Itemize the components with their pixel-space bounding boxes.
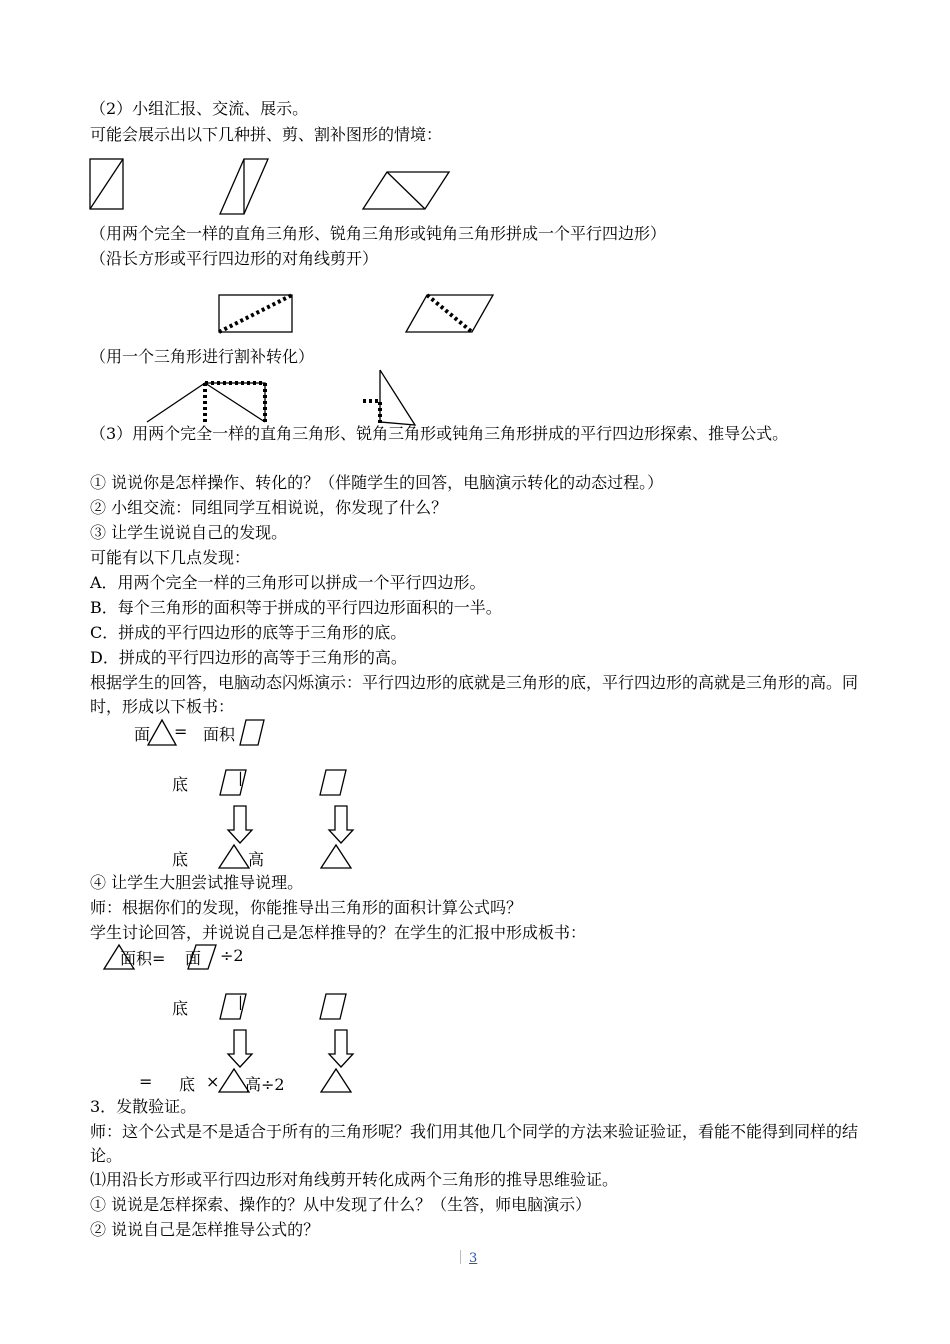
triangle-icon (321, 845, 351, 868)
board2-times: × (206, 1072, 220, 1091)
text-line: ⑴用沿长方形或平行四边形对角线剪开转化成两个三角形的推导思维验证。 (90, 1170, 619, 1189)
board2-height-label: 高÷2 (245, 1075, 285, 1094)
parallelogram-cut-figure (406, 295, 493, 332)
down-arrow-icon (228, 1030, 252, 1067)
down-arrow-icon (329, 1030, 353, 1067)
parallelogram-icon (188, 945, 216, 969)
board1-height-label: 高 (248, 850, 265, 869)
text-line: 3．发散验证。 (90, 1097, 197, 1116)
text-line: （沿长方形或平行四边形的对角线剪开） (90, 249, 379, 268)
triangle-icon (219, 1069, 249, 1092)
triangle-icon (148, 720, 176, 745)
triangle-cut-fill-figure (147, 383, 265, 422)
triangle-icon (219, 845, 249, 868)
text-line: 可能有以下几点发现： (90, 548, 251, 567)
triangle-cut-fill-figure-2 (363, 370, 415, 425)
text-line: （2）小组汇报、交流、展示。 (90, 99, 309, 118)
text-line: 师：根据你们的发现，你能推导出三角形的面积计算公式吗？ (90, 898, 523, 917)
board1-base-label-2: 底 (172, 850, 189, 869)
parallelogram-right-triangles-figure (220, 159, 268, 214)
text-line: ② 说说自己是怎样推导公式的？ (90, 1220, 320, 1239)
text-line: C．拼成的平行四边形的底等于三角形的底。 (90, 623, 407, 642)
parallelogram-icon (320, 994, 346, 1019)
board2-mark: ▏ (240, 996, 250, 1010)
rectangle-cut-figure (219, 295, 292, 332)
parallelogram-acute-triangles-figure (363, 172, 449, 209)
board2-area-label-2: 面 (185, 949, 202, 968)
parallelogram-icon (220, 770, 246, 795)
text-paragraph: （3）用两个完全一样的直角三角形、锐角三角形或钝角三角形拼成的平行四边形探索、推导公式。 (90, 424, 789, 443)
board2-equals: = (139, 1072, 153, 1091)
down-arrow-icon (329, 806, 353, 843)
page-number (460, 1250, 477, 1266)
text-line: （用一个三角形进行割补转化） (90, 347, 315, 366)
triangle-icon (104, 945, 134, 969)
board1-equals: = (174, 722, 188, 741)
text-line: ④ 让学生大胆尝试推导说理。 (90, 873, 304, 892)
text-paragraph: 根据学生的回答，电脑动态闪烁演示：平行四边形的底就是三角形的底，平行四边形的高就是三角形的高。同时，形成以下板书： (90, 673, 859, 716)
board1-base-label: 底 (172, 775, 189, 794)
text-line: A．用两个完全一样的三角形可以拼成一个平行四边形。 (90, 573, 486, 592)
triangle-icon (321, 1069, 351, 1092)
board2-divide: ÷2 (220, 946, 244, 965)
text-line: （用两个完全一样的直角三角形、锐角三角形或钝角三角形拼成一个平行四边形） (90, 224, 667, 243)
text-line: ① 说说是怎样探索、操作的？从中发现了什么？（生答，师电脑演示） (90, 1195, 592, 1214)
parallelogram-icon (240, 720, 264, 745)
parallelogram-icon (320, 770, 346, 795)
page-number-value: 3 (469, 1251, 478, 1266)
rectangle-with-diagonal-figure (90, 159, 123, 209)
board1-mark: ▏ (240, 772, 250, 786)
text-line: ③ 让学生说说自己的发现。 (90, 523, 288, 542)
text-line: 可能会展示出以下几种拼、剪、割补图形的情境： (90, 125, 443, 144)
down-arrow-icon (228, 806, 252, 843)
text-paragraph: 师：这个公式是不是适合于所有的三角形呢？我们用其他几个同学的方法来验证验证，看能不能得到同样的结论。 (90, 1122, 859, 1165)
board2-base-label-2: 底 (179, 1075, 196, 1094)
text-line: D．拼成的平行四边形的高等于三角形的高。 (90, 648, 407, 667)
text-line: ② 小组交流：同组同学互相说说，你发现了什么？ (90, 498, 448, 517)
board1-area-label-2: 面积 (203, 725, 236, 744)
board1-area-label: 面 (134, 725, 151, 744)
parallelogram-icon (220, 994, 246, 1019)
board2-area-label: 面积= (120, 949, 166, 968)
board2-base-label: 底 (172, 999, 189, 1018)
text-line: 学生讨论回答，并说说自己是怎样推导的？在学生的汇报中形成板书： (90, 923, 587, 942)
text-line: ① 说说你是怎样操作、转化的？（伴随学生的回答，电脑演示转化的动态过程。） (90, 473, 664, 492)
text-line: B．每个三角形的面积等于拼成的平行四边形面积的一半。 (90, 598, 502, 617)
